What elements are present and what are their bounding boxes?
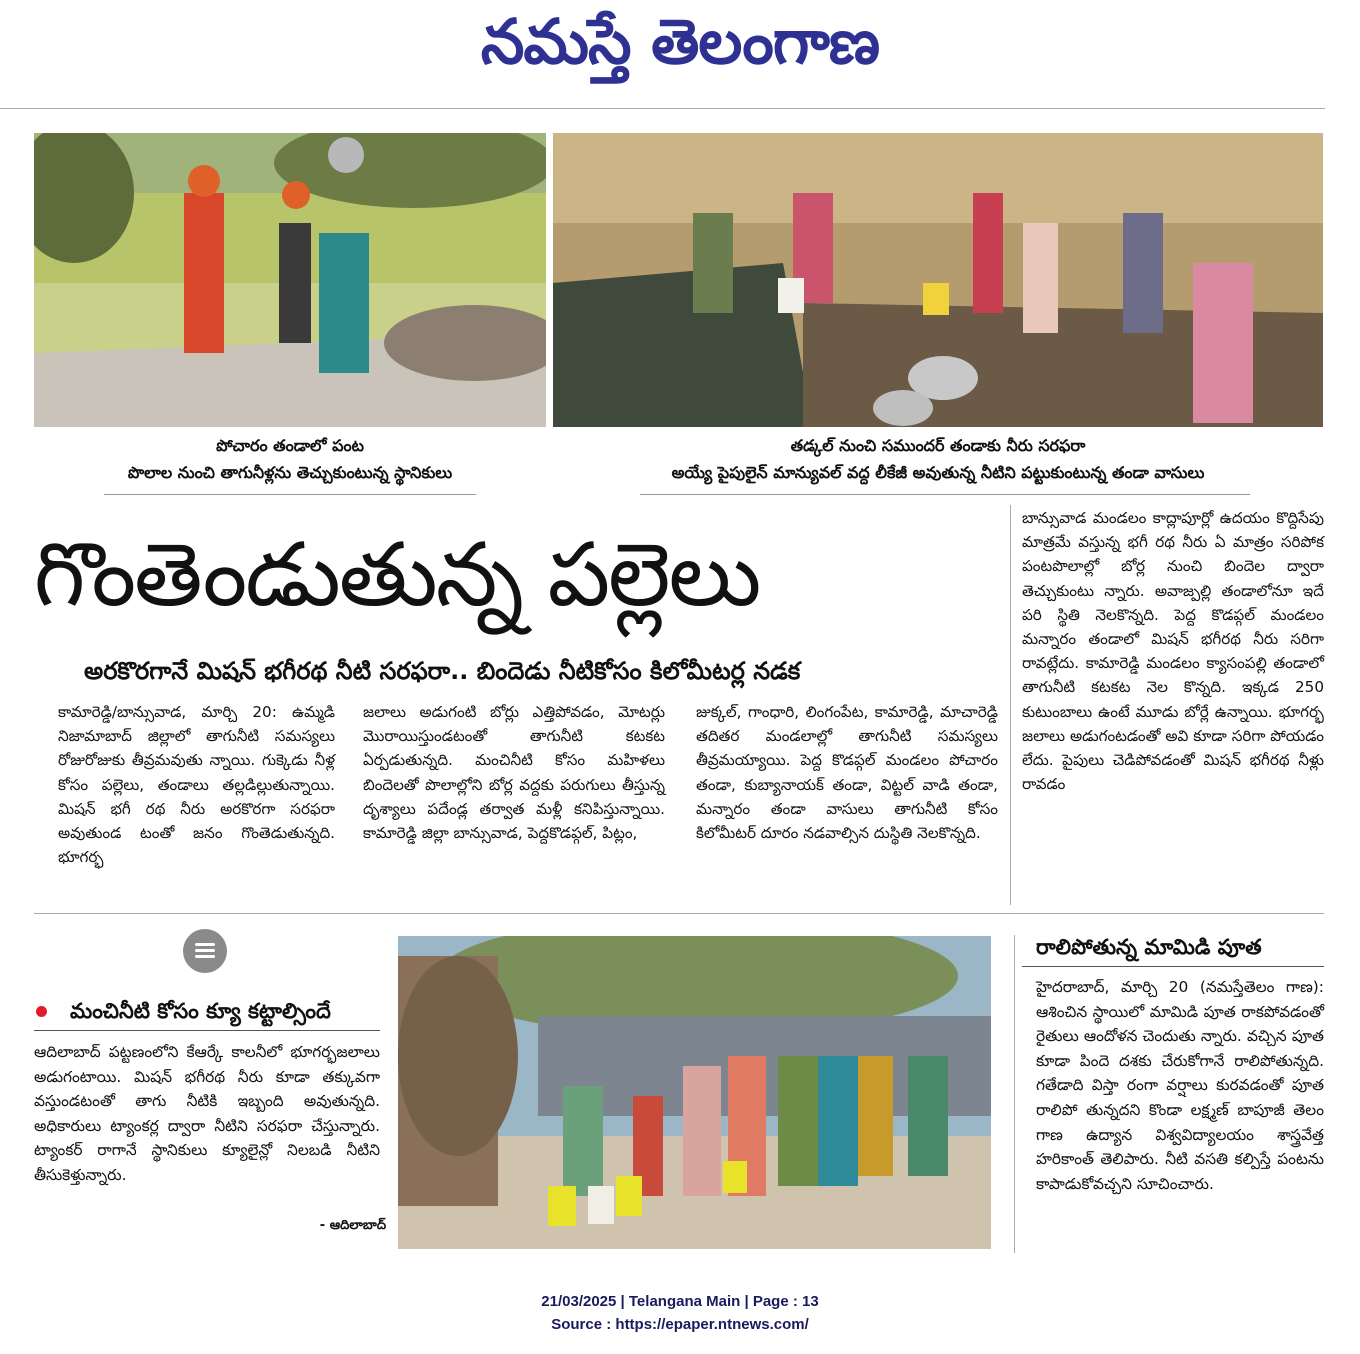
article-subhead: అరకొరగానే మిషన్ భగీరథ నీటి సరఫరా.. బిందెడు నీటికోసం కిలోమీటర్ల నడక — [84, 657, 801, 685]
photo-caption-right-line1: తడ్కల్ నుంచి సముందర్ తండాకు నీరు సరఫరా — [790, 436, 1086, 455]
photo-women-carrying-pots — [34, 133, 546, 427]
article-column-3: జుక్కల్, గాంధారి, లింగంపేట, కామారెడ్డి, మాచారెడ్డి తదితర మండలాల్లో తాగునీటి సమస్యలు తీవ్రమయ్యాయి. పెద్ద కొడప్గల్ మండలం పోచారం తండా, కుబ్యానాయక్ తండా, విట్టల్ వాడి తండా, మన్నారం తండా వాసులు తాగునీటి కోసం కిలోమీటర్ దూరం నడవాల్సిన దుస్థితి నెలకొన్నది. — [696, 703, 998, 843]
box-left-dateline: - ఆదిలాబాద్ — [319, 1218, 386, 1233]
box-right-headline: రాలిపోతున్న మామిడి పూత — [1036, 935, 1262, 959]
photo-caption-left-line1: పోచారం తండాలో పంట — [216, 436, 364, 455]
box-right-body: హైదరాబాద్, మార్చి 20 (నమస్తేతెలం గాణ): ఆశించిన స్థాయిలో మామిడి పూత రాకపోవడంతో రైతులు ఆందోళన చెందుతు న్నారు. వచ్చిన పూత కూడా పిందె దశకు చేరుకోగానే రాలిపోతున్నది. గతేడాది విస్తా రంగా వర్షాలు కురవడంతో పూత రాలిపో తున్నదని కొండా లక్ష్మణ్ బాపూజీ తెలం గాణ ఉద్యాన విశ్వవిద్యాలయం శాస్త్రవేత్త హరికాంత్ తెలిపారు. నీటి వసతి కల్పిస్తే పంటను కాపాడుకోవచ్చని సూచించారు. — [1036, 978, 1324, 1193]
section-divider — [34, 913, 1324, 914]
masthead-title: నమస్తే తెలంగాణ — [480, 5, 880, 78]
article-column-2: జలాలు అడుగంటి బోర్లు ఎత్తిపోవడం, మోటర్లు మొరాయిస్తుండటంతో తాగునీటి కటకట ఏర్పడుతున్నది. మంచినీటి కోసం మహిళలు బిందెలతో పొలాల్లోని బోర్ల వద్దకు పరుగులు తీస్తున్న దృశ్యాలు పదేండ్ల తర్వాత మళ్లీ కనిపిస్తున్నాయి. కామారెడ్డి జిల్లా బాన్సువాడ, పెద్దకొడప్గల్, పిట్లం, — [363, 703, 665, 843]
box-right-rule — [1022, 966, 1324, 967]
menu-icon — [183, 929, 227, 973]
box-left-headline: మంచినీటి కోసం క్యూ కట్టాల్సిందే — [70, 999, 331, 1023]
article-column-1: కామారెడ్డి/బాన్సువాడ, మార్చి 20: ఉమ్మడి నిజామాబాద్ జిల్లాలో తాగునీటి సమస్యలు రోజురోజుకు తీవ్రమవుతు న్నాయి. గుక్కెడు నీళ్ల కోసం పల్లెలు, తండాలు తల్లడిల్లుతున్నాయి. మిషన్ భగీ రథ నీరు అరకొరగా సరఫరా అవుతుండ టంతో జనం గొంతెడుతున్నది. భూగర్భ — [58, 703, 335, 867]
caption-right-rule — [640, 494, 1250, 495]
footer-date-line: 21/03/2025 | Telangana Main | Page : 13 — [541, 1293, 819, 1310]
article-headline: గొంతెండుతున్న పల్లెలు — [34, 523, 760, 626]
box-left-body: ఆదిలాబాద్ పట్టణంలోని కేఆర్కే కాలనీలో భూగర్భజలాలు అడుగంటాయి. మిషన్ భగీరథ నీరు కూడా తక్కువగా వస్తుండటంతో తాగు నీటికి ఇబ్బంది అవుతున్నది. అధికారులు ట్యాంకర్ల ద్వారా నీటిని సరఫరా చేస్తున్నారు. ట్యాంకర్ రాగానే స్థానికులు క్యూలైన్లో నిలబడి నీటిని తీసుకెళ్తున్నారు. — [34, 1043, 380, 1184]
caption-left-rule — [104, 494, 476, 495]
footer-source-line: Source : https://epaper.ntnews.com/ — [551, 1316, 809, 1333]
photo-caption-right-line2: అయ్యే పైపులైన్ మాన్యువల్ వద్ద లీకేజీ అవుతున్న నీటిని పట్టుకుంటున్న తండా వాసులు — [671, 463, 1205, 482]
box-left-rule — [34, 1030, 380, 1031]
photo-water-tanker-queue — [398, 936, 991, 1249]
masthead-rule — [0, 108, 1325, 109]
photo-pipeline-leak — [553, 133, 1323, 427]
photo-caption-left-line2: పొలాల నుంచి తాగునీళ్లను తెచ్చుకుంటున్న స్థానికులు — [127, 463, 453, 482]
column-divider — [1010, 505, 1011, 905]
red-bullet-icon — [36, 1006, 47, 1017]
box-right-divider — [1014, 935, 1015, 1253]
article-column-4: బాన్సువాడ మండలం కాద్లాపూర్లో ఉదయం కొద్దిసేపు మాత్రమే వస్తున్న భగీ రథ నీరు ఏ మాత్రం సరిపోక పంటపొలాల్లో బోర్ల నుంచి బిందెల ద్వారా తెచ్చుకుంటు న్నారు. అవాజ్పల్లి తండాలోనూ ఇదే పరి స్థితి నెలకొన్నది. పెద్ద కొడప్గల్ మండలం మన్నారం తండాలో మిషన్ భగీరథ నీరు సరిగా రావట్లేదు. కామారెడ్డి మండలం క్యాసంపల్లి తండాలో తాగునీటి కటకట నెల కొన్నది. ఇక్కడ 250 కుటుంబాలు ఉంటే మూడు బోర్లే ఉన్నాయి. భూగర్భ జలాలు అడుగంటడంతో అవి కూడా సరిగా పోయడం లేదు. పైపులు చెడిపోవడంతో మిషన్ భగీరథ నీళ్లు రావడం — [1022, 509, 1324, 794]
